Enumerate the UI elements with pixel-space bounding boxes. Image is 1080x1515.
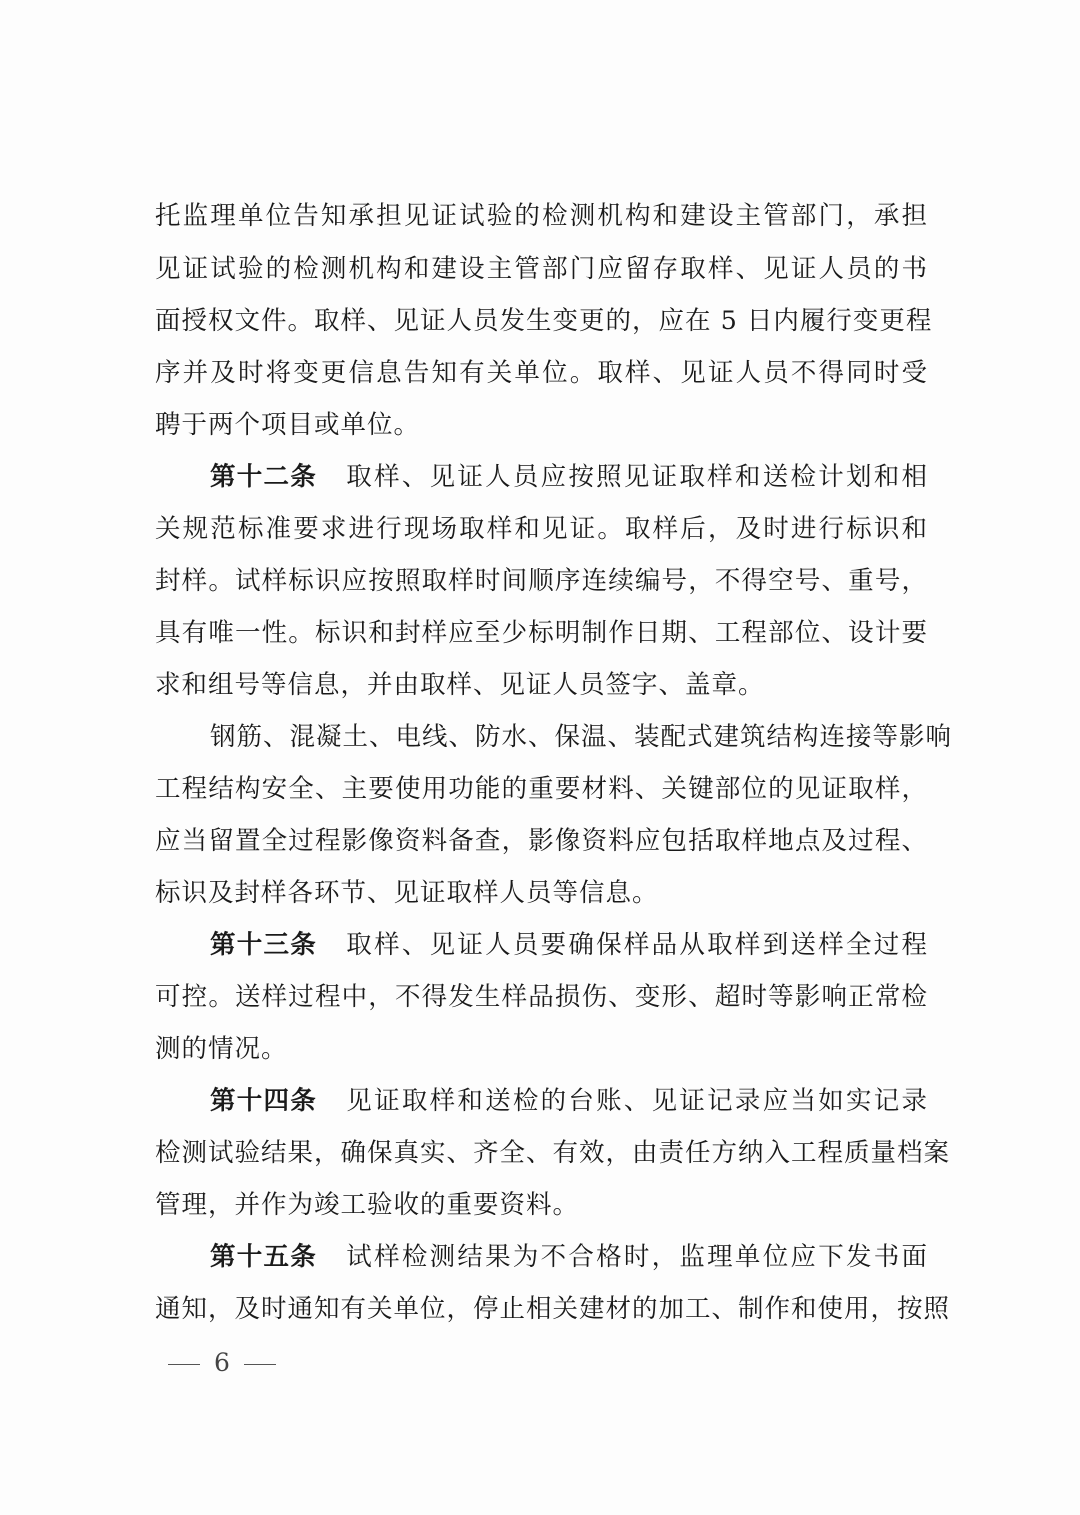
article-15-heading: 第十五条 [210, 1242, 318, 1272]
text-line: 具有唯一性。标识和封样应至少标明制作日期、工程部位、设计要 [155, 618, 928, 648]
text-line: 见证试验的检测机构和建设主管部门应留存取样、见证人员的书 [155, 254, 928, 284]
article-12-heading: 第十二条 [210, 462, 318, 492]
text-line: 托监理单位告知承担见证试验的检测机构和建设主管部门，承担 [155, 201, 928, 231]
article-14-heading: 第十四条 [210, 1086, 318, 1116]
text-line: 封样。试样标识应按照取样时间顺序连续编号，不得空号、重号， [155, 566, 928, 596]
text-line: 工程结构安全、主要使用功能的重要材料、关键部位的见证取样， [155, 774, 928, 804]
text-line: 标识及封样各环节、见证取样人员等信息。 [155, 878, 659, 908]
article-12-first-line [210, 457, 928, 497]
footer-dash-left [168, 1364, 200, 1365]
text-line: 应当留置全过程影像资料备查，影像资料应包括取样地点及过程、 [155, 826, 928, 856]
article-15-first-line [210, 1237, 928, 1277]
text-line: 管理，并作为竣工验收的重要资料。 [155, 1190, 580, 1220]
page-number: 6 [214, 1348, 230, 1377]
text-line: 测的情况。 [155, 1034, 288, 1064]
text-line: 面授权文件。取样、见证人员发生变更的，应在 5 日内履行变更程 [155, 306, 933, 336]
article-14-first-line [210, 1081, 928, 1121]
page-footer [168, 1345, 276, 1381]
text-line: 钢筋、混凝土、电线、防水、保温、装配式建筑结构连接等影响 [210, 722, 953, 752]
text-line: 通知，及时通知有关单位，停止相关建材的加工、制作和使用，按照 [155, 1294, 951, 1324]
text-span: 试样检测结果为不合格时，监理单位应下发书面 [345, 1242, 928, 1272]
text-span: 取样、见证人员应按照见证取样和送检计划和相 [345, 462, 928, 492]
text-line: 聘于两个项目或单位。 [155, 410, 421, 440]
text-line: 序并及时将变更信息告知有关单位。取样、见证人员不得同时受 [155, 358, 928, 388]
text-line: 可控。送样过程中，不得发生样品损伤、变形、超时等影响正常检 [155, 982, 928, 1012]
text-span: 见证取样和送检的台账、见证记录应当如实记录 [345, 1086, 928, 1116]
text-span: 取样、见证人员要确保样品从取样到送样全过程 [345, 930, 928, 960]
text-line: 求和组号等信息，并由取样、见证人员签字、盖章。 [155, 670, 765, 700]
text-line: 关规范标准要求进行现场取样和见证。取样后，及时进行标识和 [155, 514, 928, 544]
text-line: 检测试验结果，确保真实、齐全、有效，由责任方纳入工程质量档案 [155, 1138, 951, 1168]
article-13-first-line [210, 925, 928, 965]
footer-dash-right [244, 1364, 276, 1365]
article-13-heading: 第十三条 [210, 930, 318, 960]
